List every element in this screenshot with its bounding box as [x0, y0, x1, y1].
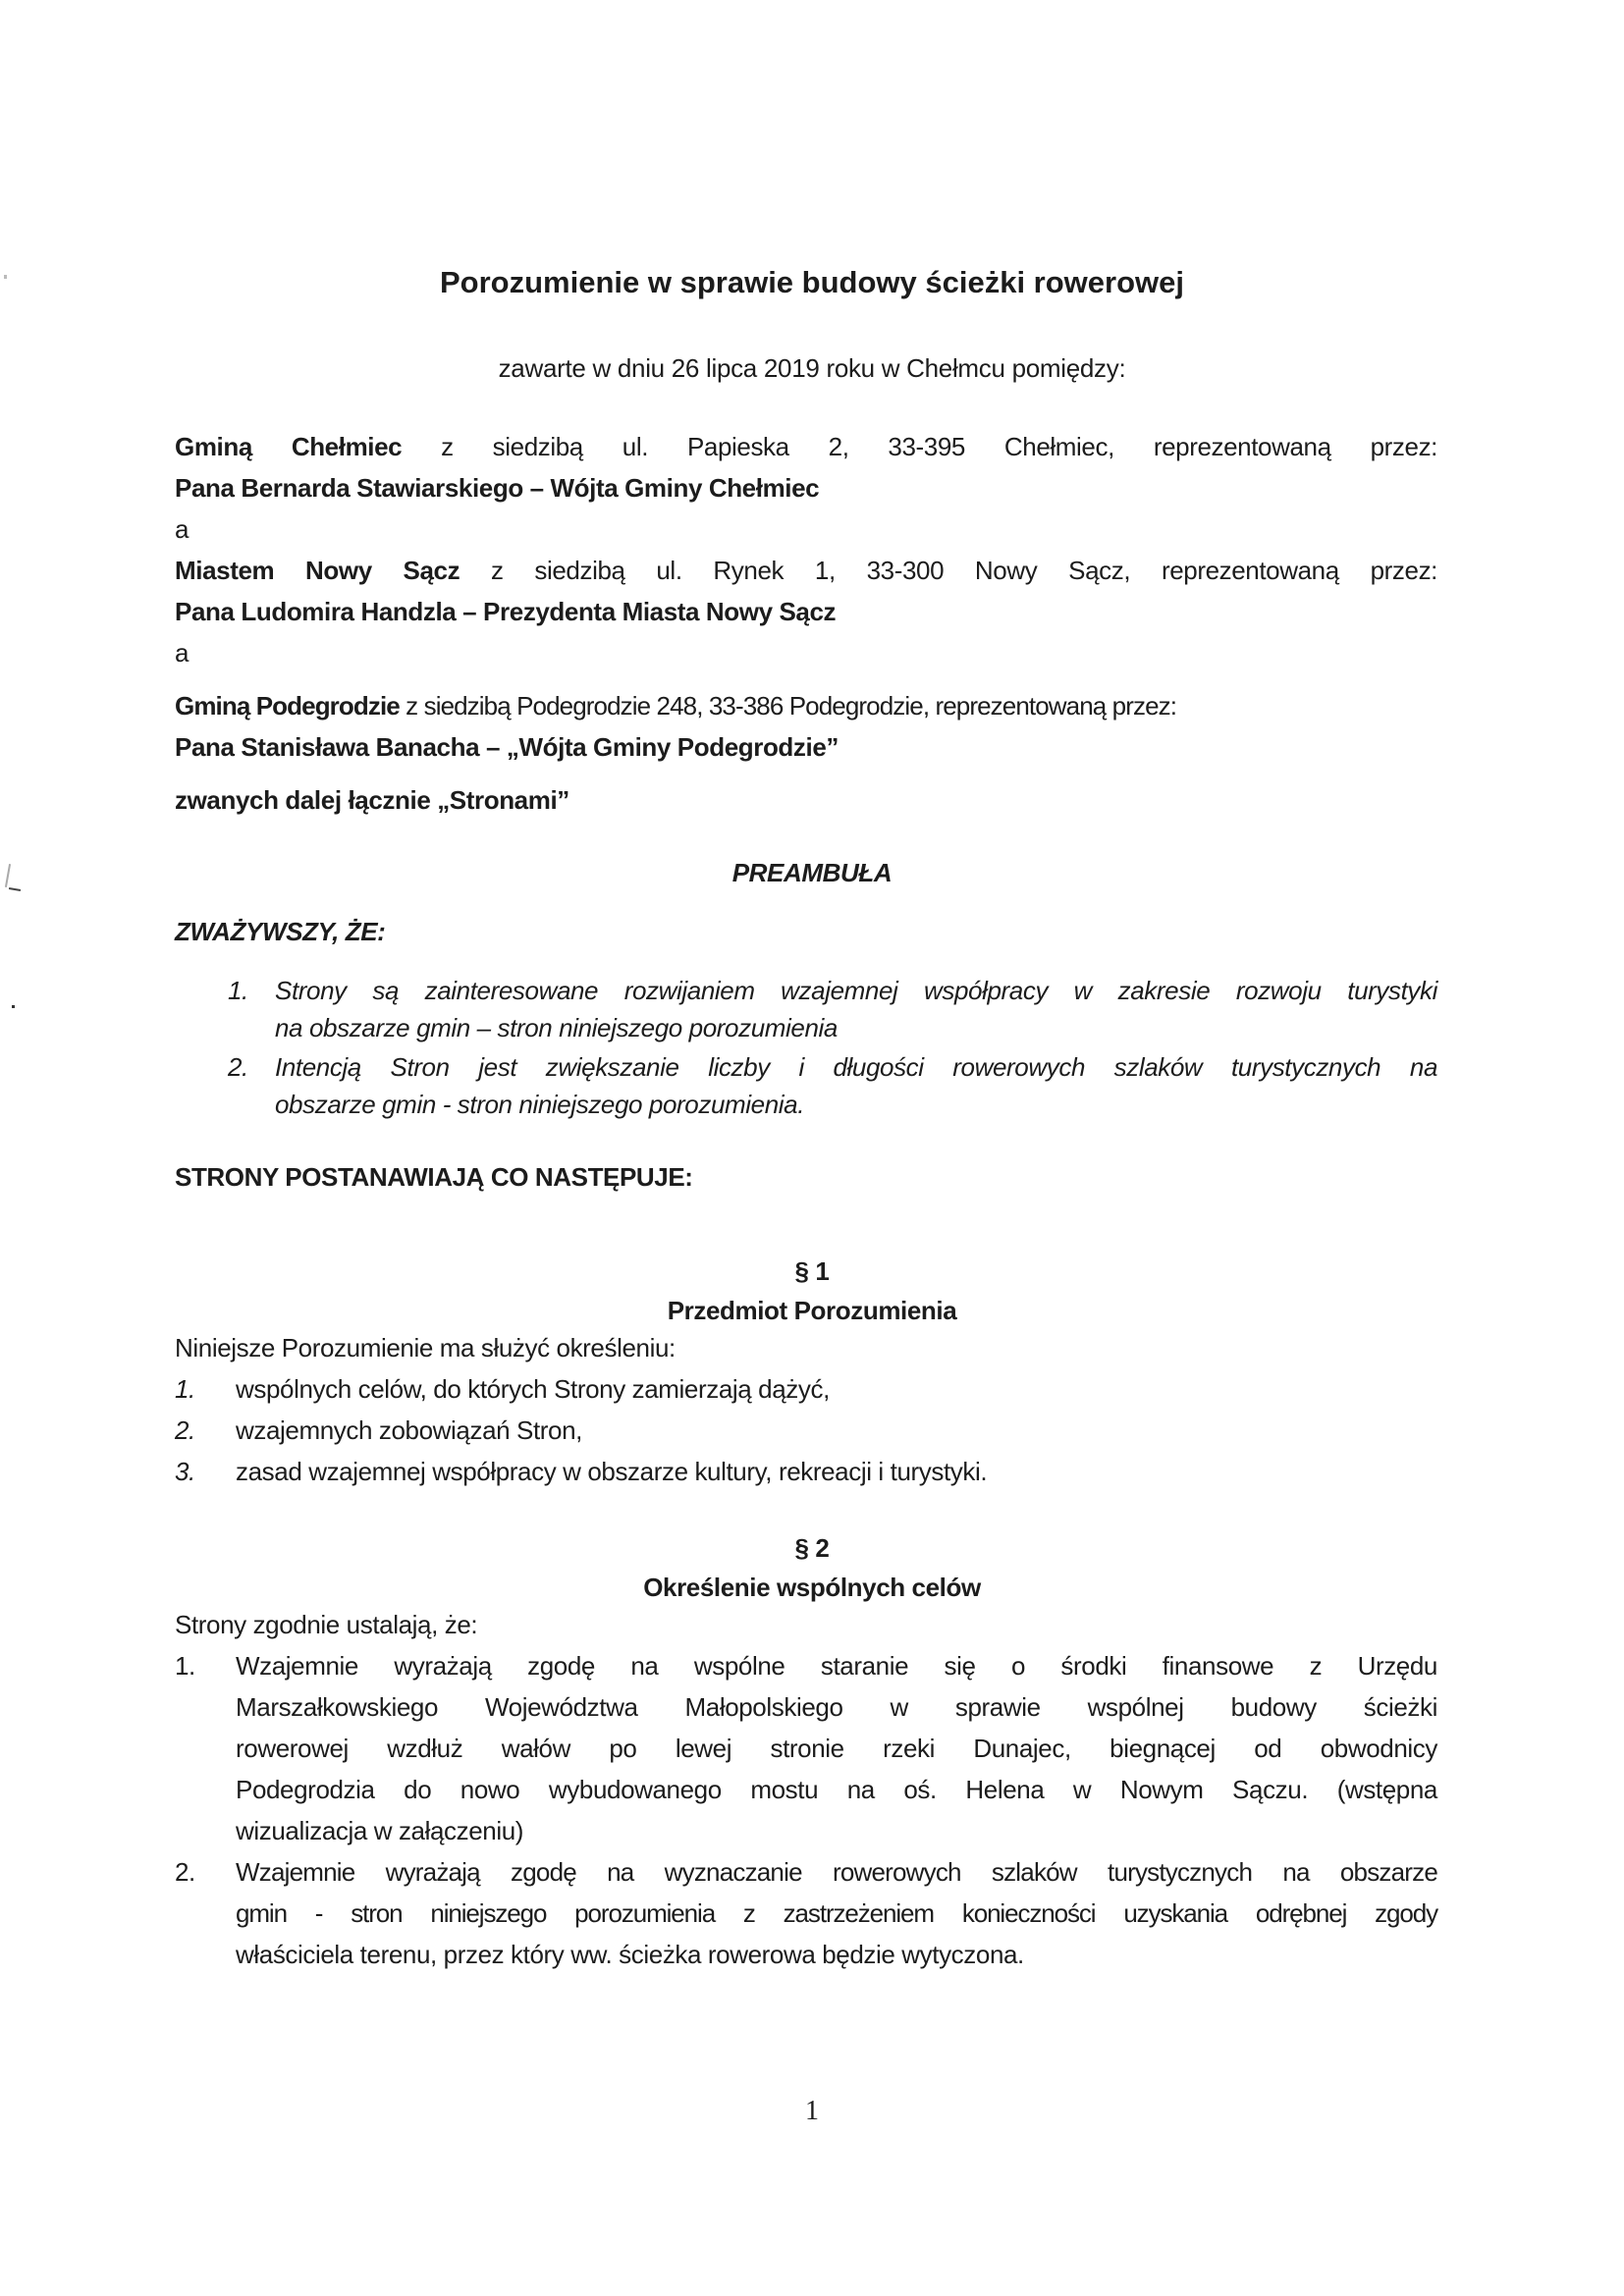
section-1-item-3-number: 3. — [175, 1457, 195, 1486]
preamble-item-2-line-2: obszarze gmin - stron niniejszego porozumienia. — [275, 1090, 805, 1119]
document-subtitle: zawarte w dniu 26 lipca 2019 roku w Chełmcu pomiędzy: — [498, 353, 1126, 383]
preamble-item-2-line-1: Intencją Stron jest zwiększanie liczby i długości rowerowych szlaków turystycznych na — [275, 1052, 1437, 1082]
section-2-item-2-line-2: gmin - stron niniejszego porozumienia z zastrzeżeniem konieczności uzyskania odrębnej zgody — [236, 1898, 1437, 1928]
preamble-item-1-line-1: Strony są zainteresowane rozwijaniem wzajemnej współpracy w zakresie rozwoju turystyki — [275, 976, 1437, 1005]
section-2-item-1-line-4: Podegrodzia do nowo wybudowanego mostu na oś. Helena w Nowym Sączu. (wstępna — [236, 1775, 1437, 1804]
party-1-representative: Pana Bernarda Stawiarskiego – Wójta Gminy Chełmiec — [175, 473, 820, 503]
party-1-name: Gminą Chełmiec — [175, 432, 403, 461]
section-2-intro: Strony zgodnie ustalają, że: — [175, 1610, 478, 1639]
document-title: Porozumienie w sprawie budowy ścieżki rowerowej — [440, 265, 1184, 299]
section-2-item-1-line-3: rowerowej wzdłuż wałów po lewej stronie rzeki Dunajec, biegnącej od obwodnicy — [236, 1734, 1437, 1763]
section-1-item-2-text: wzajemnych zobowiązań Stron, — [236, 1415, 582, 1445]
section-1-item-2-number: 2. — [175, 1415, 195, 1445]
conjunction-1: a — [175, 514, 189, 544]
section-1-item-1-text: wspólnych celów, do których Strony zamierzają dążyć, — [236, 1374, 830, 1404]
section-1-title: Przedmiot Porozumienia — [667, 1296, 957, 1325]
section-1-item-3-text: zasad wzajemnej współpracy w obszarze kultury, rekreacji i turystyki. — [236, 1457, 988, 1486]
preamble-item-2-number: 2. — [228, 1052, 248, 1082]
party-1-address: z siedzibą ul. Papieska 2, 33-395 Chełmiec, reprezentowaną przez: — [402, 432, 1437, 461]
preamble-item-1-line-2: na obszarze gmin – stron niniejszego porozumienia — [275, 1013, 838, 1042]
collective-name: zwanych dalej łącznie „Stronami” — [175, 785, 569, 815]
party-2-line — [175, 556, 1437, 586]
party-3-representative: Pana Stanisława Banacha – „Wójta Gminy Podegrodzie” — [175, 732, 839, 762]
section-2-item-1-line-5: wizualizacja w załączeniu) — [236, 1816, 524, 1845]
party-3-line — [175, 691, 1176, 721]
party-3-address: z siedzibą Podegrodzie 248, 33-386 Podegrodzie, reprezentowaną przez: — [399, 691, 1177, 721]
resolution-heading: STRONY POSTANAWIAJĄ CO NASTĘPUJE: — [175, 1162, 693, 1192]
scan-mark — [12, 1005, 15, 1008]
conjunction-2: a — [175, 638, 189, 667]
section-2-item-2-line-1: Wzajemnie wyrażają zgodę na wyznaczanie rowerowych szlaków turystycznych na obszarze — [236, 1857, 1437, 1887]
preamble-heading: PREAMBUŁA — [731, 858, 893, 887]
section-2-item-2-line-3: właściciela terenu, przez który ww. ścieżka rowerowa będzie wytyczona. — [236, 1940, 1024, 1969]
section-1-intro: Niniejsze Porozumienie ma służyć określeniu: — [175, 1333, 676, 1362]
section-2-item-1-line-1: Wzajemnie wyrażają zgodę na wspólne staranie się o środki finansowe z Urzędu — [236, 1651, 1437, 1681]
party-2-address: z siedzibą ul. Rynek 1, 33-300 Nowy Sącz, reprezentowaną przez: — [460, 556, 1437, 585]
page-number: 1 — [805, 2096, 819, 2126]
party-3-name: Gminą Podegrodzie — [175, 691, 400, 721]
section-2-number: § 2 — [794, 1533, 830, 1563]
section-2-item-1-number: 1. — [175, 1651, 195, 1681]
section-1-item-1-number: 1. — [175, 1374, 195, 1404]
whereas-label: ZWAŻYWSZY, ŻE: — [175, 917, 386, 946]
section-2-item-2-number: 2. — [175, 1857, 195, 1887]
section-2-item-1-line-2: Marszałkowskiego Województwa Małopolskiego w sprawie wspólnej budowy ścieżki — [236, 1692, 1437, 1722]
preamble-item-1-number: 1. — [228, 976, 248, 1005]
party-2-name: Miastem Nowy Sącz — [175, 556, 460, 585]
party-1-line — [175, 432, 1437, 462]
section-1-number: § 1 — [794, 1256, 830, 1286]
section-2-title: Określenie wspólnych celów — [643, 1573, 981, 1602]
party-2-representative: Pana Ludomira Handzla – Prezydenta Miasta Nowy Sącz — [175, 597, 837, 626]
